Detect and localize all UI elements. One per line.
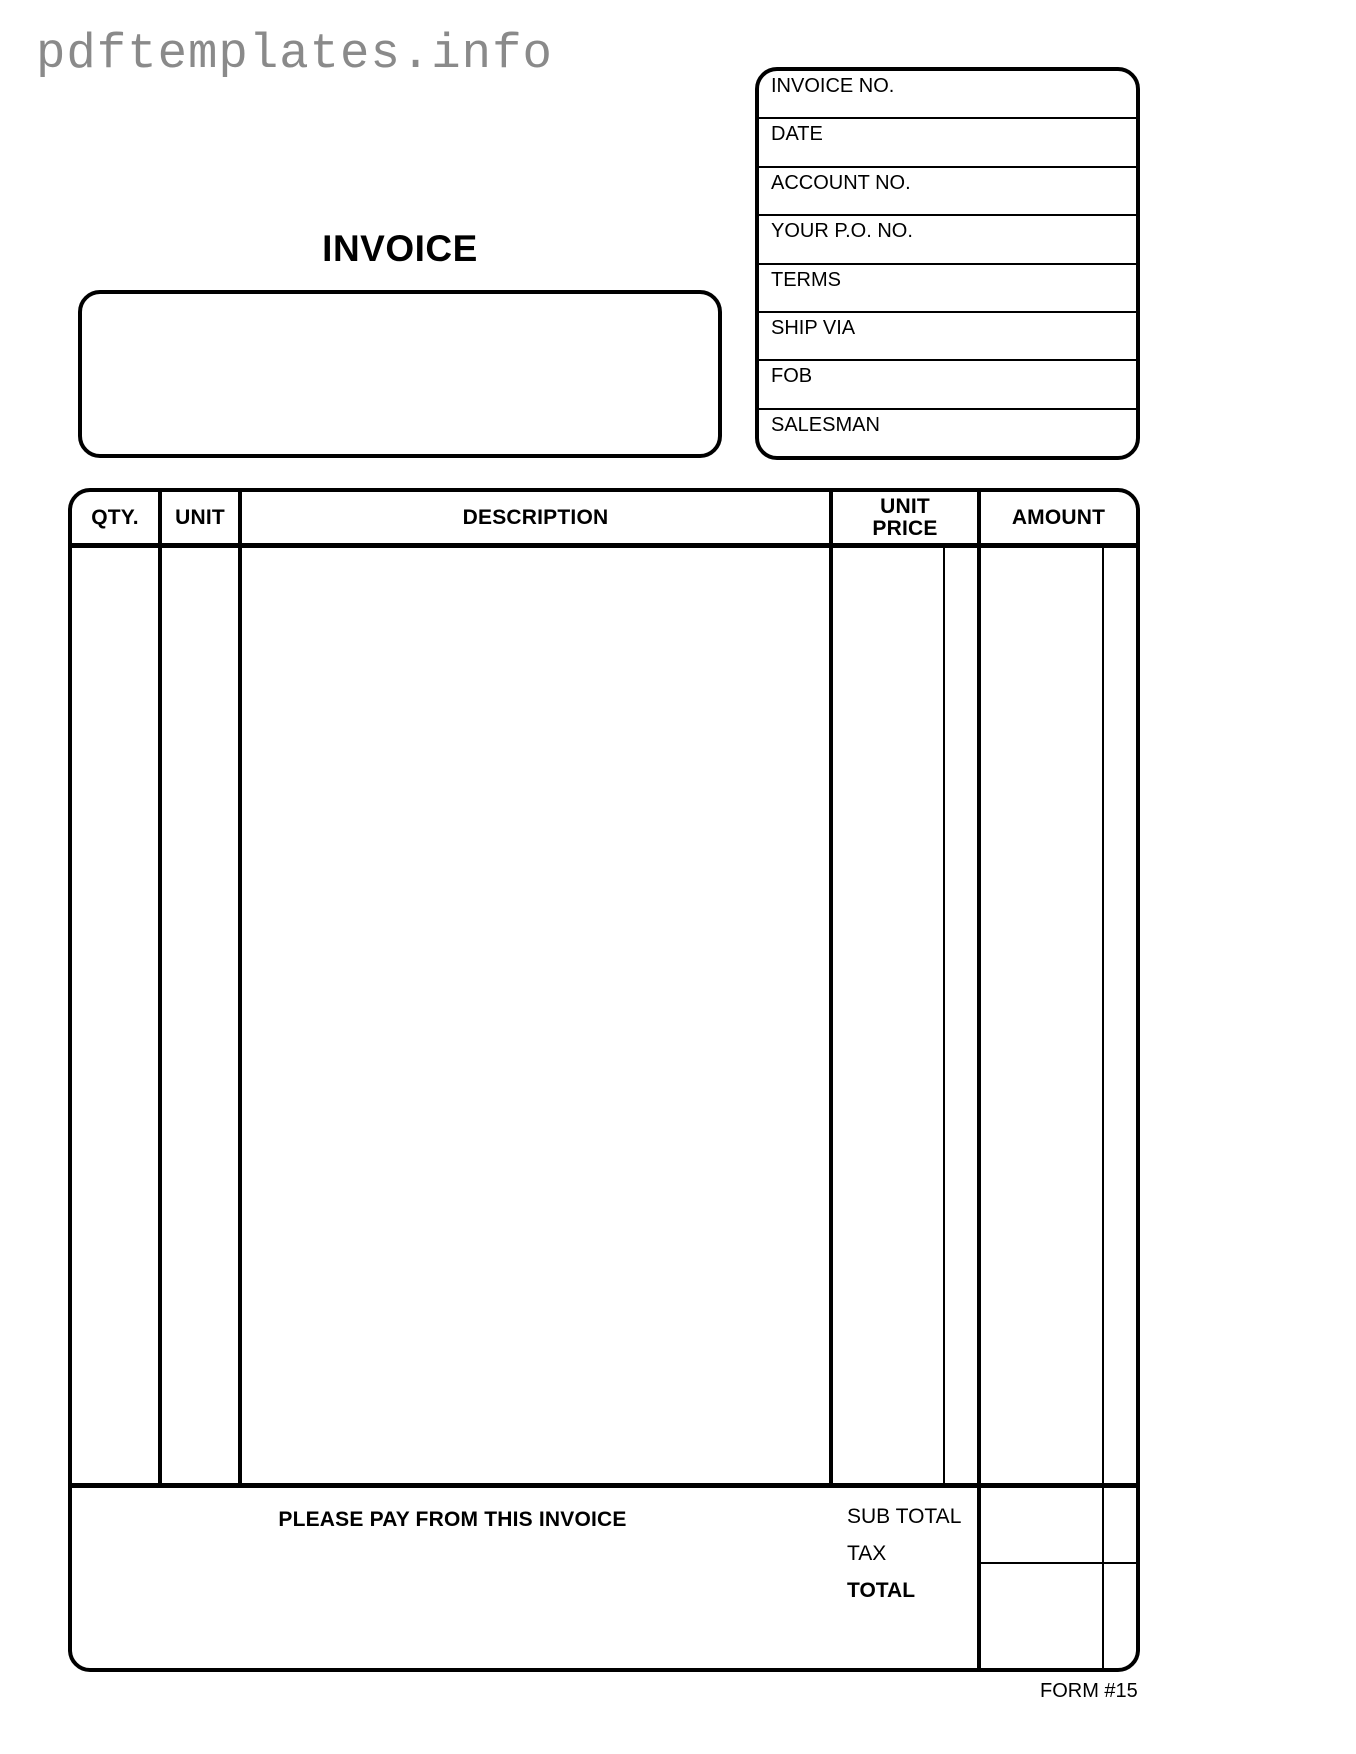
- info-row-terms[interactable]: [759, 265, 1136, 313]
- info-label-terms: TERMS: [771, 268, 841, 291]
- page-title: INVOICE: [322, 228, 478, 269]
- column-header-unit-price-line1: UNIT: [880, 494, 930, 518]
- cell-unit-column[interactable]: [162, 548, 242, 1483]
- unit-price-cents-divider: [943, 548, 945, 1483]
- form-number: FORM #15: [1040, 1680, 1138, 1702]
- info-label-account-no: ACCOUNT NO.: [771, 171, 911, 194]
- column-header-unit: UNIT: [162, 492, 242, 543]
- totals-divider-line: [981, 1562, 1136, 1564]
- column-header-unit-price-line2: PRICE: [872, 516, 938, 540]
- pay-note-text: PLEASE PAY FROM THIS INVOICE: [278, 1508, 627, 1531]
- cell-qty-column[interactable]: [72, 548, 162, 1483]
- info-label-invoice-no: INVOICE NO.: [771, 75, 895, 97]
- cell-description-column[interactable]: [242, 548, 833, 1483]
- total-label-sub-total: SUB TOTAL: [847, 1505, 962, 1528]
- table-body-area: [72, 548, 1136, 1488]
- info-label-date: DATE: [771, 123, 823, 146]
- invoice-info-box: [755, 67, 1140, 460]
- totals-cents-divider: [1102, 1488, 1104, 1668]
- info-label-ship-via: SHIP VIA: [771, 316, 856, 339]
- info-label-salesman: SALESMAN: [771, 413, 880, 436]
- totals-labels-cell: [833, 1488, 981, 1668]
- cell-unit-price-column[interactable]: [833, 548, 981, 1483]
- column-header-qty: QTY.: [72, 492, 162, 543]
- info-row-salesman[interactable]: [759, 410, 1136, 456]
- info-label-your-po-no: YOUR P.O. NO.: [771, 220, 913, 243]
- total-label-tax: TAX: [847, 1542, 887, 1565]
- column-header-unit-price: [833, 492, 981, 543]
- info-row-your-po-no[interactable]: [759, 216, 1136, 264]
- info-row-invoice-no[interactable]: [759, 71, 1136, 119]
- column-header-description: DESCRIPTION: [242, 492, 833, 543]
- totals-row: [72, 1488, 1136, 1668]
- column-header-amount: AMOUNT: [1011, 505, 1106, 529]
- pay-note-cell: [72, 1488, 833, 1668]
- line-items-table: [68, 488, 1140, 1672]
- amount-cents-divider: [1102, 548, 1104, 1483]
- info-row-date[interactable]: [759, 119, 1136, 167]
- info-label-fob: FOB: [771, 365, 813, 388]
- total-label-total: TOTAL: [847, 1579, 916, 1602]
- info-row-ship-via[interactable]: [759, 313, 1136, 361]
- bill-to-box[interactable]: [78, 290, 722, 458]
- site-watermark: pdftemplates.info: [36, 26, 553, 82]
- totals-values-cell[interactable]: [981, 1488, 1136, 1668]
- info-row-fob[interactable]: [759, 361, 1136, 409]
- table-header-row: [72, 492, 1136, 548]
- info-row-account-no[interactable]: [759, 168, 1136, 216]
- cell-amount-column[interactable]: [981, 548, 1136, 1483]
